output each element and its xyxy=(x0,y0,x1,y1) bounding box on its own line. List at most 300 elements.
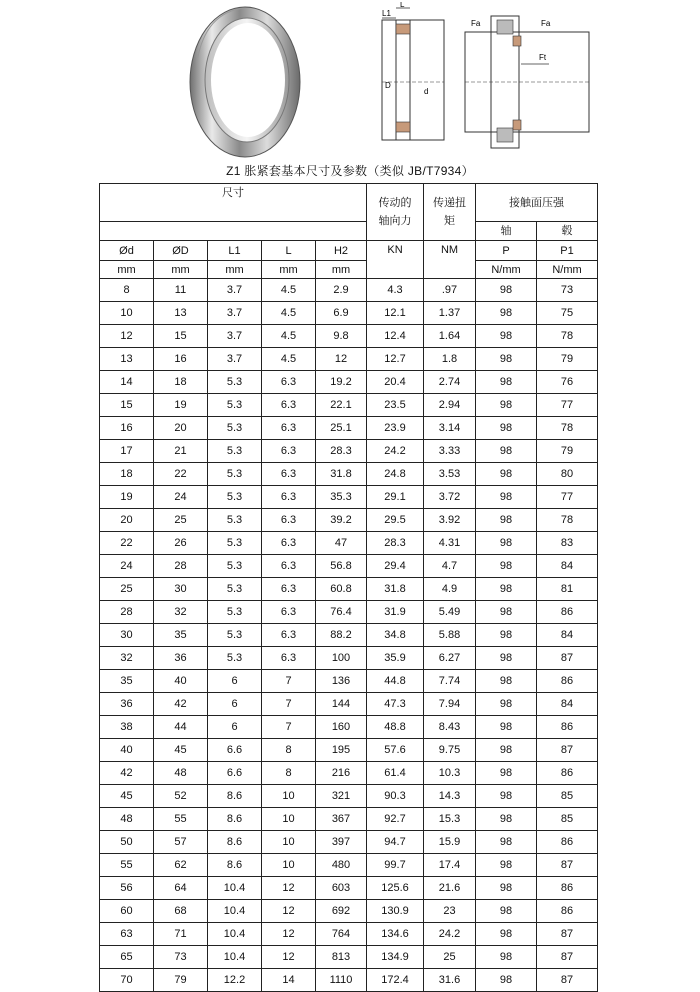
cell-NM: 31.6 xyxy=(424,969,476,992)
cell-P: 98 xyxy=(476,279,537,302)
cell-KN: 4.3 xyxy=(367,279,424,302)
cell-P: 98 xyxy=(476,877,537,900)
cell-L: 6.3 xyxy=(262,394,316,417)
cell-P: 98 xyxy=(476,900,537,923)
cell-H2: 56.8 xyxy=(316,555,367,578)
cell-P: 98 xyxy=(476,854,537,877)
table-body xyxy=(100,279,598,992)
table-row xyxy=(100,417,598,440)
cell-D: 40 xyxy=(154,670,208,693)
header-unit-d: mm xyxy=(100,261,154,279)
cell-P1: 86 xyxy=(537,762,598,785)
cell-H2: 321 xyxy=(316,785,367,808)
cell-NM: 2.74 xyxy=(424,371,476,394)
cell-KN: 24.8 xyxy=(367,463,424,486)
cell-L: 6.3 xyxy=(262,555,316,578)
cell-d: 56 xyxy=(100,877,154,900)
cell-P: 98 xyxy=(476,555,537,578)
header-unit-H2: mm xyxy=(316,261,367,279)
cell-NM: 9.75 xyxy=(424,739,476,762)
cell-L: 6.3 xyxy=(262,371,316,394)
label-Fa-left: Fa xyxy=(471,19,481,28)
cell-L: 6.3 xyxy=(262,417,316,440)
cell-d: 25 xyxy=(100,578,154,601)
header-sym-P1: P1 xyxy=(537,241,598,261)
cell-P1: 84 xyxy=(537,693,598,716)
cell-NM: 3.72 xyxy=(424,486,476,509)
cell-L: 10 xyxy=(262,831,316,854)
cell-KN: 12.1 xyxy=(367,302,424,325)
cell-L1: 8.6 xyxy=(208,854,262,877)
cell-d: 20 xyxy=(100,509,154,532)
cell-P: 98 xyxy=(476,624,537,647)
cell-L: 6.3 xyxy=(262,532,316,555)
header-hub: 毂 xyxy=(537,222,598,241)
cell-L1: 8.6 xyxy=(208,808,262,831)
cell-KN: 57.6 xyxy=(367,739,424,762)
cell-P: 98 xyxy=(476,302,537,325)
cell-KN: 92.7 xyxy=(367,808,424,831)
cell-KN: 12.4 xyxy=(367,325,424,348)
cell-L1: 10.4 xyxy=(208,877,262,900)
header-unit-P1: N/mm xyxy=(537,261,598,279)
table-title: Z1 胀紧套基本尺寸及参数（类似 JB/T7934） xyxy=(226,164,474,178)
cell-D: 42 xyxy=(154,693,208,716)
cell-H2: 19.2 xyxy=(316,371,367,394)
cell-KN: 61.4 xyxy=(367,762,424,785)
cell-L1: 8.6 xyxy=(208,785,262,808)
cell-P: 98 xyxy=(476,601,537,624)
table-row xyxy=(100,877,598,900)
cell-P1: 77 xyxy=(537,394,598,417)
cell-L1: 6 xyxy=(208,716,262,739)
cell-P: 98 xyxy=(476,946,537,969)
label-Ft: Ft xyxy=(539,53,547,62)
cell-L1: 5.3 xyxy=(208,578,262,601)
cell-NM: 4.7 xyxy=(424,555,476,578)
table-row xyxy=(100,854,598,877)
cell-L1: 5.3 xyxy=(208,371,262,394)
cell-d: 50 xyxy=(100,831,154,854)
cell-KN: 48.8 xyxy=(367,716,424,739)
cell-P1: 78 xyxy=(537,509,598,532)
cell-D: 13 xyxy=(154,302,208,325)
header-unit-P: N/mm xyxy=(476,261,537,279)
cell-P: 98 xyxy=(476,808,537,831)
cell-L: 7 xyxy=(262,693,316,716)
header-dimensions: 尺寸 xyxy=(100,184,367,222)
header-contact-pressure: 接触面压强 xyxy=(476,184,598,222)
cell-D: 71 xyxy=(154,923,208,946)
cell-P1: 78 xyxy=(537,325,598,348)
cell-P1: 87 xyxy=(537,969,598,992)
cell-P1: 73 xyxy=(537,279,598,302)
header-axial-force-line1: 传动的 xyxy=(378,196,412,209)
cell-P1: 87 xyxy=(537,647,598,670)
cell-L1: 10.4 xyxy=(208,923,262,946)
assembly-diagram xyxy=(457,2,597,160)
cell-L1: 5.3 xyxy=(208,555,262,578)
cell-P: 98 xyxy=(476,371,537,394)
cell-D: 21 xyxy=(154,440,208,463)
cell-L: 8 xyxy=(262,739,316,762)
cell-KN: 31.9 xyxy=(367,601,424,624)
cell-P1: 87 xyxy=(537,946,598,969)
cell-L1: 5.3 xyxy=(208,486,262,509)
cell-KN: 172.4 xyxy=(367,969,424,992)
table-row xyxy=(100,578,598,601)
cell-d: 14 xyxy=(100,371,154,394)
cell-H2: 76.4 xyxy=(316,601,367,624)
cell-D: 24 xyxy=(154,486,208,509)
cell-d: 36 xyxy=(100,693,154,716)
cell-NM: 7.74 xyxy=(424,670,476,693)
cell-KN: 134.9 xyxy=(367,946,424,969)
cell-P: 98 xyxy=(476,325,537,348)
header-torque-line2: 矩 xyxy=(444,214,455,227)
cell-d: 30 xyxy=(100,624,154,647)
cell-D: 55 xyxy=(154,808,208,831)
cell-KN: 130.9 xyxy=(367,900,424,923)
cell-H2: 764 xyxy=(316,923,367,946)
cell-D: 18 xyxy=(154,371,208,394)
cell-d: 35 xyxy=(100,670,154,693)
cell-NM: .97 xyxy=(424,279,476,302)
cell-L: 12 xyxy=(262,900,316,923)
cell-H2: 47 xyxy=(316,532,367,555)
cell-D: 25 xyxy=(154,509,208,532)
table-row xyxy=(100,808,598,831)
cell-P1: 78 xyxy=(537,417,598,440)
cell-D: 15 xyxy=(154,325,208,348)
cell-L: 6.3 xyxy=(262,647,316,670)
header-unit-L: mm xyxy=(262,261,316,279)
cell-d: 18 xyxy=(100,463,154,486)
cell-P: 98 xyxy=(476,348,537,371)
header-sym-L: L xyxy=(262,241,316,261)
cell-P1: 77 xyxy=(537,486,598,509)
table-row xyxy=(100,371,598,394)
cell-L: 14 xyxy=(262,969,316,992)
cell-P: 98 xyxy=(476,923,537,946)
cell-P1: 86 xyxy=(537,877,598,900)
cell-NM: 14.3 xyxy=(424,785,476,808)
cell-NM: 1.8 xyxy=(424,348,476,371)
header-sym-NM: NM xyxy=(424,241,476,279)
cell-L: 10 xyxy=(262,808,316,831)
cell-L: 6.3 xyxy=(262,486,316,509)
cell-NM: 4.31 xyxy=(424,532,476,555)
cell-H2: 12 xyxy=(316,348,367,371)
cell-H2: 2.9 xyxy=(316,279,367,302)
cell-L: 6.3 xyxy=(262,624,316,647)
cell-d: 65 xyxy=(100,946,154,969)
cell-H2: 39.2 xyxy=(316,509,367,532)
cell-KN: 47.3 xyxy=(367,693,424,716)
cell-H2: 813 xyxy=(316,946,367,969)
cell-NM: 3.14 xyxy=(424,417,476,440)
cell-H2: 25.1 xyxy=(316,417,367,440)
cell-L1: 6.6 xyxy=(208,762,262,785)
cell-L1: 6.6 xyxy=(208,739,262,762)
cell-KN: 12.7 xyxy=(367,348,424,371)
cell-H2: 144 xyxy=(316,693,367,716)
header-axial-force xyxy=(367,184,424,241)
table-row xyxy=(100,624,598,647)
cell-KN: 90.3 xyxy=(367,785,424,808)
cell-P1: 85 xyxy=(537,785,598,808)
cell-P1: 86 xyxy=(537,900,598,923)
cell-NM: 24.2 xyxy=(424,923,476,946)
cell-d: 13 xyxy=(100,348,154,371)
table-row xyxy=(100,279,598,302)
table-row xyxy=(100,486,598,509)
header-sym-KN: KN xyxy=(367,241,424,279)
label-Fa-right: Fa xyxy=(541,19,551,28)
cell-H2: 35.3 xyxy=(316,486,367,509)
cell-L: 7 xyxy=(262,716,316,739)
table-row xyxy=(100,555,598,578)
cell-H2: 136 xyxy=(316,670,367,693)
table-row xyxy=(100,302,598,325)
cell-P1: 81 xyxy=(537,578,598,601)
label-d: d xyxy=(424,87,429,96)
cell-KN: 23.5 xyxy=(367,394,424,417)
header-shaft: 轴 xyxy=(476,222,537,241)
table-row xyxy=(100,785,598,808)
cell-P: 98 xyxy=(476,716,537,739)
cell-D: 62 xyxy=(154,854,208,877)
cell-L: 4.5 xyxy=(262,279,316,302)
cell-KN: 29.1 xyxy=(367,486,424,509)
table-row xyxy=(100,969,598,992)
cell-H2: 692 xyxy=(316,900,367,923)
cell-P: 98 xyxy=(476,670,537,693)
cell-L: 7 xyxy=(262,670,316,693)
cell-D: 16 xyxy=(154,348,208,371)
cell-D: 36 xyxy=(154,647,208,670)
cell-d: 28 xyxy=(100,601,154,624)
header-torque xyxy=(424,184,476,241)
cell-L1: 5.3 xyxy=(208,601,262,624)
cell-d: 8 xyxy=(100,279,154,302)
cell-L1: 5.3 xyxy=(208,463,262,486)
cell-L: 12 xyxy=(262,923,316,946)
cell-D: 19 xyxy=(154,394,208,417)
cell-KN: 23.9 xyxy=(367,417,424,440)
cell-L1: 3.7 xyxy=(208,302,262,325)
cell-L: 8 xyxy=(262,762,316,785)
cell-KN: 44.8 xyxy=(367,670,424,693)
cell-KN: 20.4 xyxy=(367,371,424,394)
header-sym-d: Ød xyxy=(100,241,154,261)
table-row xyxy=(100,923,598,946)
cell-L1: 5.3 xyxy=(208,532,262,555)
cell-D: 68 xyxy=(154,900,208,923)
cell-NM: 10.3 xyxy=(424,762,476,785)
cell-D: 64 xyxy=(154,877,208,900)
cell-H2: 195 xyxy=(316,739,367,762)
cell-P: 98 xyxy=(476,532,537,555)
cell-P1: 83 xyxy=(537,532,598,555)
cell-P: 98 xyxy=(476,578,537,601)
cell-P1: 84 xyxy=(537,624,598,647)
cell-d: 32 xyxy=(100,647,154,670)
cell-d: 63 xyxy=(100,923,154,946)
cell-KN: 29.5 xyxy=(367,509,424,532)
cell-D: 48 xyxy=(154,762,208,785)
cell-NM: 6.27 xyxy=(424,647,476,670)
header-unit-L1: mm xyxy=(208,261,262,279)
table-row xyxy=(100,647,598,670)
table-row xyxy=(100,831,598,854)
cell-H2: 397 xyxy=(316,831,367,854)
cell-L1: 5.3 xyxy=(208,417,262,440)
header-sym-L1: L1 xyxy=(208,241,262,261)
table-row xyxy=(100,946,598,969)
table-row xyxy=(100,693,598,716)
cell-NM: 8.43 xyxy=(424,716,476,739)
cell-H2: 6.9 xyxy=(316,302,367,325)
header-dims-spacer xyxy=(100,222,367,241)
cell-P: 98 xyxy=(476,831,537,854)
cell-d: 17 xyxy=(100,440,154,463)
cell-L1: 5.3 xyxy=(208,624,262,647)
cell-NM: 5.88 xyxy=(424,624,476,647)
table-row xyxy=(100,325,598,348)
cell-D: 35 xyxy=(154,624,208,647)
cell-KN: 125.6 xyxy=(367,877,424,900)
table-row xyxy=(100,762,598,785)
cell-L: 12 xyxy=(262,877,316,900)
cell-P1: 85 xyxy=(537,808,598,831)
spec-table xyxy=(99,183,598,992)
cell-D: 44 xyxy=(154,716,208,739)
cell-P: 98 xyxy=(476,762,537,785)
cell-P1: 84 xyxy=(537,555,598,578)
cell-P: 98 xyxy=(476,440,537,463)
cell-L: 10 xyxy=(262,854,316,877)
cell-H2: 216 xyxy=(316,762,367,785)
cell-NM: 5.49 xyxy=(424,601,476,624)
cell-KN: 35.9 xyxy=(367,647,424,670)
cell-NM: 1.37 xyxy=(424,302,476,325)
label-L1: L1 xyxy=(382,9,391,18)
header-sym-H2: H2 xyxy=(316,241,367,261)
table-row xyxy=(100,601,598,624)
cell-H2: 31.8 xyxy=(316,463,367,486)
cell-D: 30 xyxy=(154,578,208,601)
cell-L1: 12.2 xyxy=(208,969,262,992)
table-row xyxy=(100,739,598,762)
cell-P1: 75 xyxy=(537,302,598,325)
cell-L1: 8.6 xyxy=(208,831,262,854)
cell-d: 45 xyxy=(100,785,154,808)
cell-d: 16 xyxy=(100,417,154,440)
cell-L: 6.3 xyxy=(262,440,316,463)
cell-H2: 60.8 xyxy=(316,578,367,601)
header-sym-P: P xyxy=(476,241,537,261)
cell-KN: 29.4 xyxy=(367,555,424,578)
table-row xyxy=(100,670,598,693)
cell-H2: 367 xyxy=(316,808,367,831)
table-row xyxy=(100,394,598,417)
cell-P: 98 xyxy=(476,647,537,670)
label-D: D xyxy=(385,81,391,90)
header-axial-force-line2: 轴向力 xyxy=(378,214,412,227)
cell-d: 10 xyxy=(100,302,154,325)
cell-L: 6.3 xyxy=(262,509,316,532)
cell-P1: 80 xyxy=(537,463,598,486)
cell-L: 4.5 xyxy=(262,348,316,371)
cell-L: 6.3 xyxy=(262,601,316,624)
ring-photo xyxy=(185,2,305,162)
cell-L1: 6 xyxy=(208,670,262,693)
cell-D: 32 xyxy=(154,601,208,624)
cell-L1: 3.7 xyxy=(208,325,262,348)
cell-P: 98 xyxy=(476,417,537,440)
table-row xyxy=(100,509,598,532)
cell-D: 45 xyxy=(154,739,208,762)
cell-KN: 24.2 xyxy=(367,440,424,463)
header-unit-D: mm xyxy=(154,261,208,279)
cell-D: 20 xyxy=(154,417,208,440)
cell-d: 19 xyxy=(100,486,154,509)
cell-KN: 28.3 xyxy=(367,532,424,555)
table-row xyxy=(100,440,598,463)
cell-D: 28 xyxy=(154,555,208,578)
cell-NM: 21.6 xyxy=(424,877,476,900)
cell-L: 4.5 xyxy=(262,302,316,325)
cell-L1: 5.3 xyxy=(208,394,262,417)
cell-L1: 5.3 xyxy=(208,440,262,463)
cell-NM: 3.33 xyxy=(424,440,476,463)
cell-H2: 88.2 xyxy=(316,624,367,647)
cell-d: 22 xyxy=(100,532,154,555)
cell-L: 12 xyxy=(262,946,316,969)
cell-d: 38 xyxy=(100,716,154,739)
cell-NM: 1.64 xyxy=(424,325,476,348)
cell-NM: 4.9 xyxy=(424,578,476,601)
cell-d: 48 xyxy=(100,808,154,831)
cell-D: 26 xyxy=(154,532,208,555)
header-torque-line1: 传递扭 xyxy=(433,196,466,209)
cell-KN: 94.7 xyxy=(367,831,424,854)
cell-D: 57 xyxy=(154,831,208,854)
cell-d: 40 xyxy=(100,739,154,762)
cell-P: 98 xyxy=(476,486,537,509)
cell-d: 70 xyxy=(100,969,154,992)
cell-D: 22 xyxy=(154,463,208,486)
cell-NM: 15.9 xyxy=(424,831,476,854)
cell-P: 98 xyxy=(476,739,537,762)
table-row xyxy=(100,716,598,739)
cell-L1: 10.4 xyxy=(208,946,262,969)
cell-L: 6.3 xyxy=(262,463,316,486)
cell-NM: 17.4 xyxy=(424,854,476,877)
cell-L1: 3.7 xyxy=(208,279,262,302)
cell-P: 98 xyxy=(476,394,537,417)
cell-P1: 86 xyxy=(537,831,598,854)
cell-L: 10 xyxy=(262,785,316,808)
cell-d: 15 xyxy=(100,394,154,417)
table-row xyxy=(100,900,598,923)
cell-P1: 79 xyxy=(537,348,598,371)
cell-L: 6.3 xyxy=(262,578,316,601)
cell-d: 60 xyxy=(100,900,154,923)
cell-KN: 31.8 xyxy=(367,578,424,601)
table-row xyxy=(100,532,598,555)
